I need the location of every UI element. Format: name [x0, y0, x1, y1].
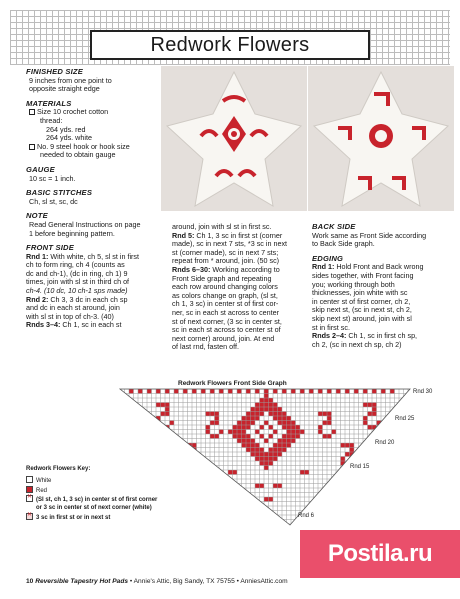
key-item-3sc: 3 sc in first st or in next st — [36, 514, 111, 521]
graph-cell-red — [269, 434, 274, 439]
graph-cell-red — [318, 425, 323, 430]
graph-cell-red — [269, 457, 274, 462]
rnd5-line-4: repeat from * around, join. (50 sc) — [172, 256, 280, 266]
graph-cell-red — [323, 434, 328, 439]
back-side-line-1: Work same as Front Side according — [312, 230, 427, 240]
rnd2-line-3: with sl st in top of ch-3. (40) — [26, 311, 114, 321]
graph-cell-red — [188, 466, 193, 471]
gauge-heading: GAUGE — [26, 164, 55, 174]
graph-cell-red — [264, 394, 269, 399]
finished-size-line-2: opposite straight edge — [29, 84, 100, 94]
graph-cell-red — [260, 434, 265, 439]
graph-cell-red — [300, 430, 305, 435]
graph-cell-red — [260, 403, 265, 408]
rnd2-line-2: and dc in each st around, join — [26, 303, 120, 313]
rnd630-line-9: next corner) around, join. At end — [172, 333, 275, 343]
rnd34-line-1: Ch 1, sc in each st — [60, 320, 122, 330]
graph-cell-red — [323, 421, 328, 426]
graph-cell-red — [174, 389, 179, 394]
graph-cell-red — [278, 484, 283, 489]
graph-cell-red — [345, 443, 350, 448]
graph-cell-red — [242, 416, 247, 421]
key-item-red: Red — [36, 487, 48, 494]
graph-cell-red — [354, 389, 359, 394]
graph-cell-red — [260, 425, 265, 430]
graph-cell-red — [336, 389, 341, 394]
graph-cell-red — [287, 430, 292, 435]
graph-cell-red — [372, 403, 377, 408]
graph-cell-red — [215, 421, 220, 426]
graph-cell-red — [219, 430, 224, 435]
graph-cell-red — [192, 389, 197, 394]
rnd1-line-1: With white, ch 5, sl st in first — [48, 251, 140, 261]
graph-cell-red — [287, 425, 292, 430]
graph-cell-red — [291, 389, 296, 394]
graph-cell-red — [251, 443, 256, 448]
graph-cell-red — [246, 421, 251, 426]
graph-cell-red — [278, 412, 283, 417]
graph-cell-red — [269, 407, 274, 412]
edging-rnd1-line-6: skip next st, (sc in next st, ch 2, — [312, 305, 412, 315]
back-side-line-2: to Back Side graph. — [312, 239, 375, 249]
round-label: Rnd 30 — [413, 389, 433, 395]
graph-cell-red — [237, 389, 242, 394]
graph-cell-red — [251, 421, 256, 426]
rnd630-line-3: each row around changing colors — [172, 282, 278, 292]
graph-cell-red — [372, 407, 377, 412]
graph-cell-red — [291, 425, 296, 430]
graph-cell-red — [287, 439, 292, 444]
graph-cell-red — [215, 434, 220, 439]
graph-cell-red — [242, 434, 247, 439]
graph-cell-red — [273, 443, 278, 448]
graph-cell-red — [273, 448, 278, 453]
graph-cell-red — [242, 421, 247, 426]
graph-cell-red — [368, 425, 373, 430]
white-swatch — [26, 476, 33, 483]
materials-line-6: needed to obtain gauge — [40, 150, 116, 160]
graph-cell-red — [278, 448, 283, 453]
graph-cell-red — [372, 412, 377, 417]
graph-cell-red — [345, 389, 350, 394]
basic-stitches-heading: BASIC STITCHES — [26, 188, 93, 198]
rnd630-line-8: sc in each st across to center st of — [172, 325, 281, 335]
basic-stitches-text: Ch, sl st, sc, dc — [29, 196, 78, 206]
graph-cell-red — [201, 389, 206, 394]
rnd630-label: Rnds 6–30: — [172, 264, 211, 274]
graph-cell-red — [242, 430, 247, 435]
gauge-text: 10 sc = 1 inch. — [29, 173, 76, 183]
graph-cell-red — [269, 452, 274, 457]
rnd630-line-6: ner, sc in each st across to center — [172, 307, 280, 317]
materials-line-5: No. 9 steel hook or hook size — [37, 141, 130, 151]
graph-cell-red — [161, 403, 166, 408]
graph-cell-red — [363, 389, 368, 394]
graph-cell-red — [278, 443, 283, 448]
graph-cell-red — [264, 497, 269, 502]
graph-cell-red — [363, 416, 368, 421]
graph-cell-red — [246, 425, 251, 430]
graph-cell-red — [228, 470, 233, 475]
round-label: Rnd 25 — [395, 416, 415, 422]
graph-cell-red — [287, 434, 292, 439]
graph-cell-red — [368, 403, 373, 408]
graph-cell-red — [246, 389, 251, 394]
graph-cell-red — [210, 412, 215, 417]
key-title: Redwork Flowers Key: — [26, 466, 91, 472]
graph-cell-red — [251, 448, 256, 453]
graph-cell-red — [278, 407, 283, 412]
graph-cell-red — [251, 407, 256, 412]
graph-cell-red — [156, 389, 161, 394]
graph-cell-red — [350, 448, 355, 453]
materials-line-2: thread: — [40, 115, 63, 125]
graph-cell-red — [278, 452, 283, 457]
graph-cell-red — [291, 439, 296, 444]
graph-cell-red — [296, 430, 301, 435]
graph-cell-red — [269, 425, 274, 430]
graph-cell-red — [341, 457, 346, 462]
graph-cell-red — [282, 434, 287, 439]
graph-cell-red — [269, 448, 274, 453]
corner-swatch: ✕ — [27, 494, 33, 501]
graph-cell-red — [237, 434, 242, 439]
graph-cell-red — [264, 466, 269, 471]
graph-cell-red — [282, 448, 287, 453]
graph-key — [26, 466, 157, 523]
graph-cell-red — [188, 452, 193, 457]
continued-line: around, join with sl st in first sc. — [172, 222, 272, 231]
graph-cell-red — [273, 430, 278, 435]
graph-cell-red — [246, 443, 251, 448]
watermark-banner — [300, 530, 460, 578]
graph-cell-red — [287, 421, 292, 426]
graph-cell-red — [278, 416, 283, 421]
key-item-corner-1: (Sl st, ch 1, 3 sc) in center st of first corner — [36, 497, 158, 504]
graph-cell-red — [255, 452, 260, 457]
graph-cell-red — [287, 416, 292, 421]
front-side-heading: FRONT SIDE — [26, 243, 74, 253]
graph-cell-red — [192, 452, 197, 457]
graph-cell-red — [327, 412, 332, 417]
graph-cell-red — [282, 389, 287, 394]
rnd1-line-5: ch-4. (10 dc, 10 ch-1 sps made) — [26, 286, 128, 296]
graph-cell-red — [156, 403, 161, 408]
rnd630-line-1: Working according to — [210, 264, 280, 274]
graph-cell-red — [237, 425, 242, 430]
graph-cell-red — [183, 389, 188, 394]
note-line-2: 1 before beginning pattern. — [29, 228, 115, 238]
rnd630-line-5: ch 1, 3 sc) in center st of first cor- — [172, 299, 279, 309]
graph-cell-red — [183, 443, 188, 448]
graph-cell-red — [264, 457, 269, 462]
graph-cell-red — [129, 389, 134, 394]
graph-cell-red — [390, 389, 395, 394]
graph-cell-red — [264, 421, 269, 426]
edging-heading: EDGING — [312, 253, 344, 263]
graph-cell-red — [237, 439, 242, 444]
round-label: Rnd 6 — [298, 513, 315, 519]
graph-title: Redwork Flowers Front Side Graph — [178, 380, 287, 387]
graph-cell-red — [269, 497, 274, 502]
rnd1-line-2: ch to form ring, ch 4 (counts as — [26, 260, 125, 270]
page-title: Redwork Flowers — [150, 33, 310, 56]
graph-cell-red — [327, 416, 332, 421]
graph-cell-red — [327, 421, 332, 426]
graph-cell-red — [233, 470, 238, 475]
graph-cell-red — [282, 439, 287, 444]
materials-line-3: 264 yds. red — [46, 124, 86, 134]
graph-cell-red — [215, 412, 220, 417]
graph-cell-red — [269, 398, 274, 403]
graph-cell-red — [296, 425, 301, 430]
graph-cell-red — [372, 389, 377, 394]
key-item-corner-2: or 3 sc in center st of next corner (white) — [36, 505, 152, 512]
watermark-text: Postila.ru — [327, 540, 433, 567]
graph-cell-red — [260, 407, 265, 412]
graph-cell-red — [219, 389, 224, 394]
rnd5-line-2: made), sc in next 7 sts, *3 sc in next — [172, 239, 288, 249]
rnd2-label: Rnd 2: — [26, 294, 49, 304]
graph-cell-red — [282, 443, 287, 448]
graph-cell-red — [255, 416, 260, 421]
rnd2-line-1: Ch 3, 3 dc in each ch sp — [48, 294, 128, 304]
graph-cell-red — [242, 443, 247, 448]
graph-cell-red — [233, 430, 238, 435]
page-number: 10 — [26, 578, 34, 585]
graph-cell-red — [282, 425, 287, 430]
graph-cell-red — [260, 484, 265, 489]
graph-cell-red — [318, 430, 323, 435]
website: AnniesAttic.com — [240, 578, 288, 585]
graph-cell-red — [381, 389, 386, 394]
rnd1-line-3: dc and ch-1), (dc in ring, ch 1) 9 — [26, 268, 128, 278]
materials-line-4: 264 yds. white — [46, 133, 92, 143]
finished-size-line-1: 9 inches from one point to — [29, 75, 112, 85]
graph-cell-red — [251, 452, 256, 457]
book-title: Reversible Tapestry Hot Pads — [35, 578, 129, 585]
graph-cell-red — [233, 425, 238, 430]
graph-cell-red — [183, 457, 188, 462]
graph-cell-red — [273, 412, 278, 417]
graph-cell-red — [165, 412, 170, 417]
graph-cell-red — [237, 421, 242, 426]
graph-cell-red — [161, 412, 166, 417]
graph-cell-red — [273, 403, 278, 408]
three-sc-swatch: ✕ — [27, 511, 33, 518]
graph-cell-red — [215, 416, 220, 421]
rnd630-line-2: Front Side graph and repeating — [172, 273, 272, 283]
graph-cell-red — [273, 407, 278, 412]
graph-cell-red — [345, 452, 350, 457]
graph-cell-red — [296, 434, 301, 439]
key-item-white: White — [36, 477, 52, 484]
graph-cell-red — [260, 452, 265, 457]
graph-cell-red — [264, 461, 269, 466]
graph-cell-red — [278, 421, 283, 426]
graph-cell-red — [233, 434, 238, 439]
rnd630-line-4: as colors change on graph, (sl st, — [172, 290, 278, 300]
graph-cell-red — [197, 461, 202, 466]
graph-cell-red — [273, 457, 278, 462]
edging-rnd1-line-8: st in first sc. — [312, 322, 350, 332]
finished-size-heading: FINISHED SIZE — [26, 67, 84, 76]
graph-cell-red — [210, 389, 215, 394]
graph-cell-red — [255, 430, 260, 435]
graph-cell-red — [300, 389, 305, 394]
graph-cell-red — [264, 389, 269, 394]
graph-cell-red — [206, 425, 211, 430]
edging-rnd1-line-2: sides together, with Front facing — [312, 270, 414, 280]
edging-rnd24-line-2: ch 2, (sc in next ch sp, ch 2) — [312, 339, 402, 349]
materials-heading: MATERIALS — [26, 98, 72, 108]
rnd5-label: Rnd 5: — [172, 230, 195, 240]
graph-cell-red — [363, 421, 368, 426]
graph-cell-red — [242, 425, 247, 430]
graph-cell-red — [255, 448, 260, 453]
graph-cell-red — [305, 470, 310, 475]
edging-rnd1-line-5: in center st of first corner, ch 2, — [312, 296, 411, 306]
graph-cell-red — [147, 389, 152, 394]
graph-cell-red — [251, 412, 256, 417]
graph-cell-red — [246, 412, 251, 417]
graph-cell-red — [300, 470, 305, 475]
graph-cell-red — [246, 448, 251, 453]
graph-cell-red — [341, 443, 346, 448]
graph-cell-red — [255, 484, 260, 489]
graph-cell-red — [368, 412, 373, 417]
materials-line-1: Size 10 crochet cotton — [37, 107, 109, 117]
graph-cell-red — [273, 416, 278, 421]
round-label: Rnd 20 — [375, 440, 395, 446]
graph-cell-red — [228, 430, 233, 435]
graph-cell-red — [327, 434, 332, 439]
graph-cell-red — [165, 403, 170, 408]
graph-cell-red — [291, 434, 296, 439]
graph-cell-red — [251, 439, 256, 444]
page-footer — [26, 578, 288, 585]
graph-cell-red — [255, 389, 260, 394]
graph-cell-red — [269, 403, 274, 408]
rnd1-line-4: times, join with sl st in third ch of — [26, 277, 130, 287]
graph-cell-red — [183, 461, 188, 466]
graph-cell-red — [264, 439, 269, 444]
graph-cell-red — [318, 389, 323, 394]
graph-cell-red — [273, 452, 278, 457]
rnd630-line-10: of last rnd, fasten off. — [172, 342, 239, 352]
graph-cell-red — [255, 457, 260, 462]
graph-cell-red — [309, 389, 314, 394]
graph-cell-red — [282, 412, 287, 417]
back-side-heading: BACK SIDE — [312, 222, 356, 231]
red-swatch — [26, 486, 33, 493]
graph-cell-red — [255, 407, 260, 412]
graph-cell-red — [282, 416, 287, 421]
graph-cell-red — [246, 434, 251, 439]
graph-cell-red — [318, 412, 323, 417]
graph-cell-red — [192, 466, 197, 471]
graph-cell-red — [264, 407, 269, 412]
note-line-1: Read General Instructions on page — [29, 219, 141, 229]
graph-cell-red — [264, 398, 269, 403]
graph-cell-red — [260, 448, 265, 453]
graph-cell-red — [210, 421, 215, 426]
graph-cell-red — [264, 452, 269, 457]
graph-cell-red — [170, 421, 175, 426]
graph-cell-red — [278, 439, 283, 444]
graph-cell-red — [251, 416, 256, 421]
graph-cell-red — [260, 412, 265, 417]
graph-cell-red — [291, 421, 296, 426]
graph-cell-red — [165, 389, 170, 394]
rnd5-line-3: st (corner made), sc in next 7 sts; — [172, 247, 279, 257]
graph-cell-red — [237, 430, 242, 435]
round-label: Rnd 15 — [350, 464, 370, 470]
graph-cell-red — [138, 389, 143, 394]
graph-cell-red — [206, 412, 211, 417]
rnd630-line-7: st of next corner, (3 sc in center st, — [172, 316, 282, 326]
note-heading: NOTE — [26, 211, 48, 221]
graph-cell-red — [260, 461, 265, 466]
graph-cell-red — [242, 439, 247, 444]
graph-cell-red — [165, 407, 170, 412]
edging-rnd1-line-4: thicknesses, join white with sc — [312, 288, 408, 298]
edging-rnd1-line-7: skip next st) around, join with sl — [312, 313, 412, 323]
rnd1-label: Rnd 1: — [26, 251, 49, 261]
graph-cell-red — [350, 443, 355, 448]
edging-rnd1-label: Rnd 1: — [312, 262, 335, 272]
graph-cell-red — [323, 412, 328, 417]
rnd34-label: Rnds 3–4: — [26, 320, 61, 330]
graph-cell-red — [260, 398, 265, 403]
edging-rnd1-line-1: Hold Front and Back wrong — [334, 262, 424, 272]
graph-cell-red — [210, 434, 215, 439]
graph-cell-red — [345, 466, 350, 471]
graph-cell-red — [269, 461, 274, 466]
graph-cell-red — [260, 457, 265, 462]
graph-cell-red — [327, 389, 332, 394]
graph-cell-red — [269, 412, 274, 417]
rnd5-line-1: Ch 1, 3 sc in first st (corner — [194, 230, 283, 240]
graph-cell-red — [255, 412, 260, 417]
graph-cell-red — [273, 389, 278, 394]
graph-cell-red — [206, 430, 211, 435]
graph-cell-red — [246, 416, 251, 421]
graph-cell-red — [287, 443, 292, 448]
graph-cell-red — [291, 430, 296, 435]
graph-cell-red — [282, 421, 287, 426]
graph-cell-red — [228, 389, 233, 394]
graph-cell-red — [255, 443, 260, 448]
edging-rnd24-line-1: Ch 1, sc in first ch sp, — [346, 331, 418, 341]
publisher: • Annie's Attic, Big Sandy, TX 75755 • — [129, 578, 239, 585]
graph-cell-red — [246, 439, 251, 444]
edging-rnd24-label: Rnds 2–4: — [312, 331, 347, 341]
graph-cell-red — [363, 403, 368, 408]
graph-cell-red — [332, 430, 337, 435]
edging-rnd1-line-3: you; working through both — [312, 279, 395, 289]
graph-cell-red — [161, 425, 166, 430]
graph-cell-red — [264, 403, 269, 408]
graph-cell-red — [273, 484, 278, 489]
graph-cell-red — [255, 403, 260, 408]
